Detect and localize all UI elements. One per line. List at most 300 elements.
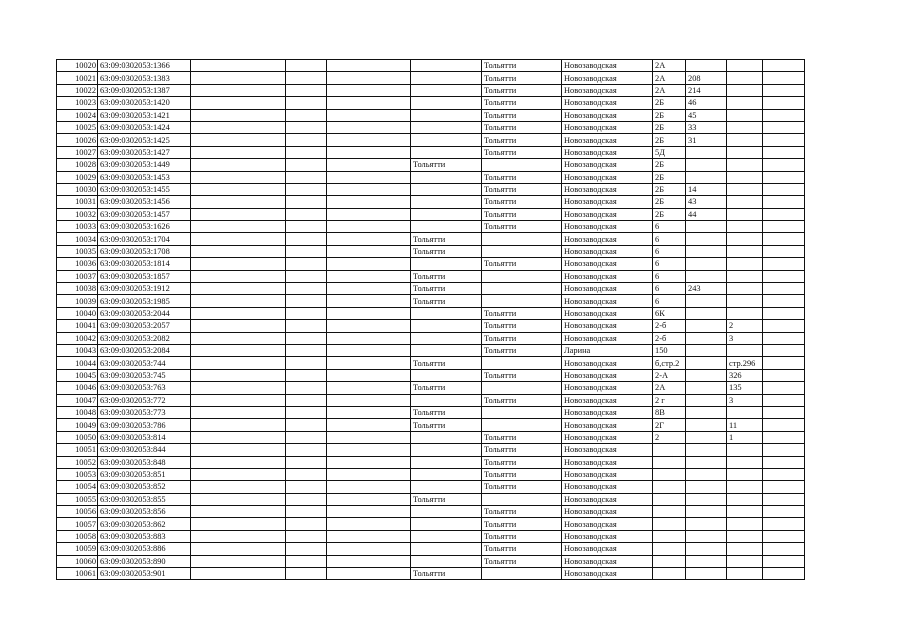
blank-col-1 bbox=[191, 518, 286, 530]
blank-col-1 bbox=[191, 530, 286, 542]
apartment-cell bbox=[686, 171, 727, 183]
table-row bbox=[57, 406, 805, 418]
house-cell bbox=[653, 456, 686, 468]
street-cell: Новозаводская bbox=[562, 543, 653, 555]
cadastral-number: 63:09:0302053:745 bbox=[98, 369, 191, 381]
city-cell-b: Тольятти bbox=[482, 134, 562, 146]
city-cell-a bbox=[411, 344, 482, 356]
cadastral-number: 63:09:0302053:1420 bbox=[98, 97, 191, 109]
house-cell: 6 bbox=[653, 295, 686, 307]
blank-col-4 bbox=[763, 555, 805, 567]
city-cell-a bbox=[411, 109, 482, 121]
row-number: 10061 bbox=[57, 568, 98, 580]
blank-col-4 bbox=[763, 307, 805, 319]
extra-cell bbox=[727, 530, 763, 542]
house-cell: 6 bbox=[653, 258, 686, 270]
city-cell-b: Тольятти bbox=[482, 109, 562, 121]
table-row bbox=[57, 121, 805, 133]
city-cell-b bbox=[482, 295, 562, 307]
city-cell-a bbox=[411, 84, 482, 96]
row-number: 10036 bbox=[57, 258, 98, 270]
city-cell-b: Тольятти bbox=[482, 258, 562, 270]
extra-cell bbox=[727, 456, 763, 468]
apartment-cell bbox=[686, 60, 727, 72]
apartment-cell bbox=[686, 344, 727, 356]
blank-col-2 bbox=[286, 406, 327, 418]
table-row bbox=[57, 60, 805, 72]
table-row bbox=[57, 568, 805, 580]
blank-col-1 bbox=[191, 394, 286, 406]
row-number: 10024 bbox=[57, 109, 98, 121]
blank-col-4 bbox=[763, 221, 805, 233]
row-number: 10044 bbox=[57, 357, 98, 369]
blank-col-1 bbox=[191, 270, 286, 282]
extra-cell bbox=[727, 258, 763, 270]
blank-col-4 bbox=[763, 493, 805, 505]
cadastral-number: 63:09:0302053:1457 bbox=[98, 208, 191, 220]
house-cell: 2Б bbox=[653, 121, 686, 133]
city-cell-a: Тольятти bbox=[411, 419, 482, 431]
apartment-cell: 31 bbox=[686, 134, 727, 146]
street-cell: Новозаводская bbox=[562, 183, 653, 195]
blank-col-2 bbox=[286, 171, 327, 183]
row-number: 10038 bbox=[57, 283, 98, 295]
cadastral-number: 63:09:0302053:744 bbox=[98, 357, 191, 369]
blank-col-3 bbox=[327, 456, 411, 468]
apartment-cell bbox=[686, 406, 727, 418]
blank-col-2 bbox=[286, 258, 327, 270]
street-cell: Новозаводская bbox=[562, 555, 653, 567]
table-row bbox=[57, 481, 805, 493]
house-cell: 2 bbox=[653, 431, 686, 443]
row-number: 10052 bbox=[57, 456, 98, 468]
city-cell-b bbox=[482, 382, 562, 394]
cadastral-number: 63:09:0302053:1449 bbox=[98, 159, 191, 171]
blank-col-4 bbox=[763, 468, 805, 480]
street-cell: Новозаводская bbox=[562, 357, 653, 369]
blank-col-1 bbox=[191, 171, 286, 183]
extra-cell bbox=[727, 72, 763, 84]
street-cell: Новозаводская bbox=[562, 233, 653, 245]
blank-col-3 bbox=[327, 121, 411, 133]
table-row bbox=[57, 196, 805, 208]
blank-col-1 bbox=[191, 84, 286, 96]
table-row bbox=[57, 493, 805, 505]
blank-col-3 bbox=[327, 506, 411, 518]
table-row bbox=[57, 295, 805, 307]
apartment-cell bbox=[686, 332, 727, 344]
extra-cell bbox=[727, 245, 763, 257]
blank-col-2 bbox=[286, 431, 327, 443]
apartment-cell bbox=[686, 221, 727, 233]
extra-cell: 326 bbox=[727, 369, 763, 381]
city-cell-b: Тольятти bbox=[482, 307, 562, 319]
street-cell: Новозаводская bbox=[562, 307, 653, 319]
row-number: 10037 bbox=[57, 270, 98, 282]
city-cell-b: Тольятти bbox=[482, 60, 562, 72]
city-cell-b: Тольятти bbox=[482, 344, 562, 356]
blank-col-3 bbox=[327, 568, 411, 580]
cadastral-number: 63:09:0302053:2084 bbox=[98, 344, 191, 356]
extra-cell bbox=[727, 543, 763, 555]
street-cell: Новозаводская bbox=[562, 60, 653, 72]
house-cell: 6 bbox=[653, 221, 686, 233]
row-number: 10041 bbox=[57, 320, 98, 332]
city-cell-a: Тольятти bbox=[411, 382, 482, 394]
blank-col-1 bbox=[191, 481, 286, 493]
house-cell bbox=[653, 506, 686, 518]
street-cell: Новозаводская bbox=[562, 171, 653, 183]
city-cell-a bbox=[411, 60, 482, 72]
extra-cell: стр.296 bbox=[727, 357, 763, 369]
house-cell: 6 bbox=[653, 233, 686, 245]
blank-col-2 bbox=[286, 307, 327, 319]
extra-cell: 2 bbox=[727, 320, 763, 332]
table-row bbox=[57, 555, 805, 567]
table-row bbox=[57, 456, 805, 468]
table-row bbox=[57, 97, 805, 109]
city-cell-b: Тольятти bbox=[482, 332, 562, 344]
city-cell-b: Тольятти bbox=[482, 171, 562, 183]
cadastral-number: 63:09:0302053:844 bbox=[98, 444, 191, 456]
blank-col-1 bbox=[191, 183, 286, 195]
extra-cell bbox=[727, 196, 763, 208]
table-row bbox=[57, 369, 805, 381]
row-number: 10020 bbox=[57, 60, 98, 72]
blank-col-3 bbox=[327, 481, 411, 493]
table-row bbox=[57, 344, 805, 356]
city-cell-b: Тольятти bbox=[482, 543, 562, 555]
house-cell: 2Б bbox=[653, 159, 686, 171]
table-row bbox=[57, 208, 805, 220]
extra-cell bbox=[727, 60, 763, 72]
apartment-cell bbox=[686, 468, 727, 480]
row-number: 10028 bbox=[57, 159, 98, 171]
blank-col-4 bbox=[763, 233, 805, 245]
blank-col-1 bbox=[191, 196, 286, 208]
blank-col-3 bbox=[327, 60, 411, 72]
blank-col-4 bbox=[763, 283, 805, 295]
apartment-cell bbox=[686, 530, 727, 542]
blank-col-1 bbox=[191, 506, 286, 518]
blank-col-4 bbox=[763, 196, 805, 208]
blank-col-1 bbox=[191, 221, 286, 233]
blank-col-2 bbox=[286, 506, 327, 518]
extra-cell bbox=[727, 183, 763, 195]
city-cell-a: Тольятти bbox=[411, 568, 482, 580]
blank-col-4 bbox=[763, 332, 805, 344]
blank-col-1 bbox=[191, 320, 286, 332]
blank-col-4 bbox=[763, 382, 805, 394]
apartment-cell bbox=[686, 456, 727, 468]
apartment-cell bbox=[686, 493, 727, 505]
city-cell-b: Тольятти bbox=[482, 444, 562, 456]
blank-col-3 bbox=[327, 183, 411, 195]
blank-col-2 bbox=[286, 468, 327, 480]
blank-col-1 bbox=[191, 406, 286, 418]
blank-col-2 bbox=[286, 530, 327, 542]
blank-col-4 bbox=[763, 419, 805, 431]
extra-cell: 11 bbox=[727, 419, 763, 431]
blank-col-2 bbox=[286, 382, 327, 394]
blank-col-3 bbox=[327, 258, 411, 270]
blank-col-3 bbox=[327, 493, 411, 505]
house-cell: 6 bbox=[653, 245, 686, 257]
table-row bbox=[57, 84, 805, 96]
street-cell: Новозаводская bbox=[562, 518, 653, 530]
blank-col-1 bbox=[191, 468, 286, 480]
extra-cell bbox=[727, 146, 763, 158]
extra-cell bbox=[727, 568, 763, 580]
blank-col-2 bbox=[286, 320, 327, 332]
table-body bbox=[57, 60, 805, 580]
table-row bbox=[57, 159, 805, 171]
blank-col-4 bbox=[763, 481, 805, 493]
blank-col-4 bbox=[763, 369, 805, 381]
street-cell: Новозаводская bbox=[562, 97, 653, 109]
street-cell: Новозаводская bbox=[562, 320, 653, 332]
cadastral-number: 63:09:0302053:786 bbox=[98, 419, 191, 431]
blank-col-1 bbox=[191, 493, 286, 505]
city-cell-a bbox=[411, 431, 482, 443]
blank-col-4 bbox=[763, 60, 805, 72]
cadastral-number: 63:09:0302053:862 bbox=[98, 518, 191, 530]
extra-cell bbox=[727, 444, 763, 456]
apartment-cell bbox=[686, 506, 727, 518]
blank-col-3 bbox=[327, 357, 411, 369]
row-number: 10049 bbox=[57, 419, 98, 431]
blank-col-1 bbox=[191, 146, 286, 158]
table-row bbox=[57, 468, 805, 480]
row-number: 10029 bbox=[57, 171, 98, 183]
house-cell bbox=[653, 444, 686, 456]
city-cell-a: Тольятти bbox=[411, 406, 482, 418]
blank-col-2 bbox=[286, 121, 327, 133]
house-cell: 2Б bbox=[653, 196, 686, 208]
blank-col-2 bbox=[286, 60, 327, 72]
blank-col-3 bbox=[327, 270, 411, 282]
row-number: 10042 bbox=[57, 332, 98, 344]
city-cell-a bbox=[411, 121, 482, 133]
cadastral-number: 63:09:0302053:848 bbox=[98, 456, 191, 468]
street-cell: Новозаводская bbox=[562, 270, 653, 282]
city-cell-b: Тольятти bbox=[482, 97, 562, 109]
extra-cell bbox=[727, 233, 763, 245]
blank-col-3 bbox=[327, 543, 411, 555]
blank-col-4 bbox=[763, 357, 805, 369]
blank-col-4 bbox=[763, 109, 805, 121]
blank-col-2 bbox=[286, 394, 327, 406]
city-cell-a bbox=[411, 171, 482, 183]
blank-col-1 bbox=[191, 444, 286, 456]
house-cell: 2-А bbox=[653, 369, 686, 381]
apartment-cell bbox=[686, 258, 727, 270]
blank-col-2 bbox=[286, 196, 327, 208]
blank-col-3 bbox=[327, 530, 411, 542]
apartment-cell bbox=[686, 146, 727, 158]
blank-col-3 bbox=[327, 431, 411, 443]
house-cell: 8В bbox=[653, 406, 686, 418]
blank-col-4 bbox=[763, 245, 805, 257]
blank-col-2 bbox=[286, 419, 327, 431]
blank-col-4 bbox=[763, 134, 805, 146]
house-cell: 2Б bbox=[653, 134, 686, 146]
apartment-cell: 243 bbox=[686, 283, 727, 295]
city-cell-b bbox=[482, 357, 562, 369]
extra-cell bbox=[727, 208, 763, 220]
house-cell bbox=[653, 568, 686, 580]
row-number: 10055 bbox=[57, 493, 98, 505]
table-row bbox=[57, 431, 805, 443]
apartment-cell bbox=[686, 568, 727, 580]
house-cell bbox=[653, 543, 686, 555]
cadastral-number: 63:09:0302053:890 bbox=[98, 555, 191, 567]
blank-col-2 bbox=[286, 221, 327, 233]
city-cell-b: Тольятти bbox=[482, 481, 562, 493]
row-number: 10022 bbox=[57, 84, 98, 96]
row-number: 10026 bbox=[57, 134, 98, 146]
cadastral-number: 63:09:0302053:1708 bbox=[98, 245, 191, 257]
house-cell: 2-б bbox=[653, 332, 686, 344]
blank-col-1 bbox=[191, 97, 286, 109]
table-row bbox=[57, 183, 805, 195]
cadastral-number: 63:09:0302053:763 bbox=[98, 382, 191, 394]
city-cell-a bbox=[411, 369, 482, 381]
extra-cell bbox=[727, 134, 763, 146]
city-cell-a: Тольятти bbox=[411, 283, 482, 295]
city-cell-b bbox=[482, 283, 562, 295]
city-cell-b: Тольятти bbox=[482, 72, 562, 84]
blank-col-1 bbox=[191, 332, 286, 344]
blank-col-3 bbox=[327, 159, 411, 171]
cadastral-number: 63:09:0302053:855 bbox=[98, 493, 191, 505]
table-row bbox=[57, 357, 805, 369]
city-cell-a bbox=[411, 134, 482, 146]
blank-col-2 bbox=[286, 456, 327, 468]
blank-col-2 bbox=[286, 543, 327, 555]
blank-col-3 bbox=[327, 245, 411, 257]
city-cell-a: Тольятти bbox=[411, 270, 482, 282]
blank-col-2 bbox=[286, 97, 327, 109]
city-cell-a bbox=[411, 196, 482, 208]
city-cell-a: Тольятти bbox=[411, 245, 482, 257]
apartment-cell: 44 bbox=[686, 208, 727, 220]
table-row bbox=[57, 221, 805, 233]
blank-col-4 bbox=[763, 159, 805, 171]
blank-col-4 bbox=[763, 97, 805, 109]
blank-col-2 bbox=[286, 134, 327, 146]
city-cell-b: Тольятти bbox=[482, 320, 562, 332]
blank-col-2 bbox=[286, 344, 327, 356]
cadastral-number: 63:09:0302053:1425 bbox=[98, 134, 191, 146]
city-cell-b: Тольятти bbox=[482, 506, 562, 518]
blank-col-2 bbox=[286, 159, 327, 171]
blank-col-4 bbox=[763, 530, 805, 542]
blank-col-2 bbox=[286, 283, 327, 295]
extra-cell: 1 bbox=[727, 431, 763, 443]
table-row bbox=[57, 109, 805, 121]
blank-col-3 bbox=[327, 394, 411, 406]
city-cell-b bbox=[482, 419, 562, 431]
blank-col-3 bbox=[327, 344, 411, 356]
blank-col-2 bbox=[286, 72, 327, 84]
cadastral-number: 63:09:0302053:1857 bbox=[98, 270, 191, 282]
blank-col-4 bbox=[763, 171, 805, 183]
row-number: 10051 bbox=[57, 444, 98, 456]
row-number: 10030 bbox=[57, 183, 98, 195]
extra-cell bbox=[727, 468, 763, 480]
city-cell-b: Тольятти bbox=[482, 208, 562, 220]
blank-col-4 bbox=[763, 444, 805, 456]
row-number: 10039 bbox=[57, 295, 98, 307]
city-cell-a bbox=[411, 530, 482, 542]
extra-cell: 3 bbox=[727, 394, 763, 406]
table-row bbox=[57, 382, 805, 394]
table-row bbox=[57, 134, 805, 146]
address-table bbox=[56, 59, 805, 580]
extra-cell bbox=[727, 121, 763, 133]
city-cell-b: Тольятти bbox=[482, 555, 562, 567]
apartment-cell bbox=[686, 159, 727, 171]
blank-col-4 bbox=[763, 431, 805, 443]
blank-col-1 bbox=[191, 431, 286, 443]
cadastral-number: 63:09:0302053:1421 bbox=[98, 109, 191, 121]
cadastral-number: 63:09:0302053:1985 bbox=[98, 295, 191, 307]
house-cell: 2 г bbox=[653, 394, 686, 406]
row-number: 10027 bbox=[57, 146, 98, 158]
blank-col-1 bbox=[191, 72, 286, 84]
city-cell-b: Тольятти bbox=[482, 146, 562, 158]
city-cell-b: Тольятти bbox=[482, 183, 562, 195]
row-number: 10034 bbox=[57, 233, 98, 245]
cadastral-number: 63:09:0302053:1383 bbox=[98, 72, 191, 84]
city-cell-b: Тольятти bbox=[482, 431, 562, 443]
city-cell-b bbox=[482, 233, 562, 245]
blank-col-2 bbox=[286, 332, 327, 344]
house-cell: 2А bbox=[653, 72, 686, 84]
house-cell: 2Б bbox=[653, 109, 686, 121]
blank-col-2 bbox=[286, 568, 327, 580]
city-cell-b bbox=[482, 245, 562, 257]
city-cell-b: Тольятти bbox=[482, 530, 562, 542]
row-number: 10046 bbox=[57, 382, 98, 394]
blank-col-1 bbox=[191, 419, 286, 431]
street-cell: Новозаводская bbox=[562, 84, 653, 96]
blank-col-3 bbox=[327, 171, 411, 183]
apartment-cell: 214 bbox=[686, 84, 727, 96]
house-cell bbox=[653, 493, 686, 505]
extra-cell bbox=[727, 518, 763, 530]
table-row bbox=[57, 518, 805, 530]
city-cell-b: Тольятти bbox=[482, 121, 562, 133]
street-cell: Новозаводская bbox=[562, 245, 653, 257]
city-cell-a bbox=[411, 543, 482, 555]
city-cell-a: Тольятти bbox=[411, 493, 482, 505]
house-cell: 150 bbox=[653, 344, 686, 356]
extra-cell bbox=[727, 159, 763, 171]
street-cell: Новозаводская bbox=[562, 406, 653, 418]
blank-col-1 bbox=[191, 295, 286, 307]
blank-col-2 bbox=[286, 295, 327, 307]
house-cell: 2Б bbox=[653, 183, 686, 195]
table-row bbox=[57, 233, 805, 245]
city-cell-b: Тольятти bbox=[482, 84, 562, 96]
blank-col-4 bbox=[763, 208, 805, 220]
street-cell: Новозаводская bbox=[562, 196, 653, 208]
city-cell-b: Тольятти bbox=[482, 221, 562, 233]
cadastral-number: 63:09:0302053:851 bbox=[98, 468, 191, 480]
street-cell: Новозаводская bbox=[562, 444, 653, 456]
